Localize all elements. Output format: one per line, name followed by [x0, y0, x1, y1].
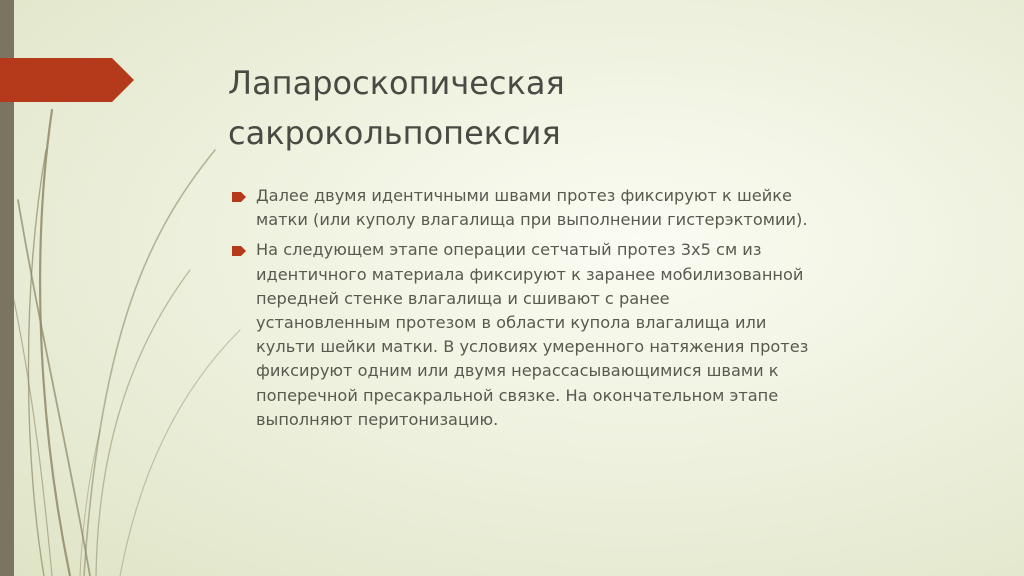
- arrow-bullet-icon: [232, 246, 246, 256]
- bullet-list: [232, 184, 972, 438]
- arrow-bullet-icon: [232, 192, 246, 202]
- bullet-text-line: передней стенке влагалища и сшивают с ранее: [256, 288, 670, 308]
- bullet-text-line: На следующем этапе операции сетчатый протез 3х5 см из: [256, 240, 762, 260]
- bullet-text-line: установленным протезом в области купола влагалища или: [256, 313, 767, 333]
- bullet-text-line: поперечной пресакральной связке. На окончательном этапе: [256, 385, 779, 405]
- slide-title: [228, 58, 968, 158]
- bullet-text-line: выполняют перитонизацию.: [256, 409, 499, 429]
- title-line: сакрокольпопексия: [228, 114, 561, 152]
- bullet-text-line: фиксируют одним или двумя нерассасывающимися швами к: [256, 361, 779, 381]
- bullet-text-line: идентичного материала фиксируют к заранее мобилизованной: [256, 264, 804, 284]
- accent-arrow-shape: [0, 58, 134, 102]
- title-line: Лапароскопическая: [228, 64, 565, 102]
- bullet-text-line: культи шейки матки. В условиях умеренного натяжения протез: [256, 337, 809, 357]
- bullet-text-line: матки (или куполу влагалища при выполнении гистерэктомии).: [256, 210, 808, 230]
- bullet-text-line: Далее двумя идентичными швами протез фиксируют к шейке: [256, 186, 793, 205]
- list-item: [232, 184, 972, 232]
- list-item: [232, 238, 972, 432]
